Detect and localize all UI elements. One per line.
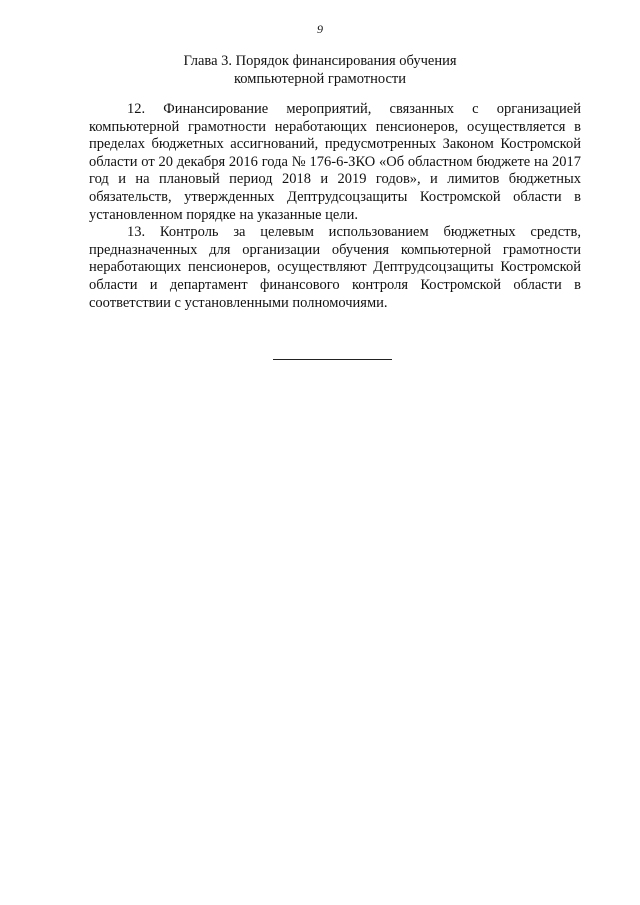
chapter-title-line-1: Глава 3. Порядок финансирования обучения xyxy=(183,53,457,69)
paragraph-12: 12. Финансирование мероприятий, связанных с организацией компьютерной грамотности неработающих пенсионеров, осуществляется в пределах бюджетных ассигнований, предусмотренных Законом Костромской области от 20 декабря 2016 года № 176-6-ЗКО «Об областном бюджете на 2017 год и на плановый период 2018 и 2019 годов», и лимитов бюджетных обязательств, утвержденных Дептрудсоцзащиты Костромской области в установленном порядке на указанные цели. xyxy=(89,101,581,223)
document-body xyxy=(89,101,581,312)
paragraph-13: 13. Контроль за целевым использованием бюджетных средств, предназначенных для организации обучения компьютерной грамотности неработающих пенсионеров, осуществляют Дептрудсоцзащиты Костромской области и департамент финансового контроля Костромской области в соответствии с установленными полномочиями. xyxy=(89,224,581,311)
chapter-title-line-2: компьютерной грамотности xyxy=(234,70,406,87)
chapter-title xyxy=(0,53,640,88)
page-number: 9 xyxy=(317,22,323,36)
closing-divider xyxy=(273,359,392,360)
